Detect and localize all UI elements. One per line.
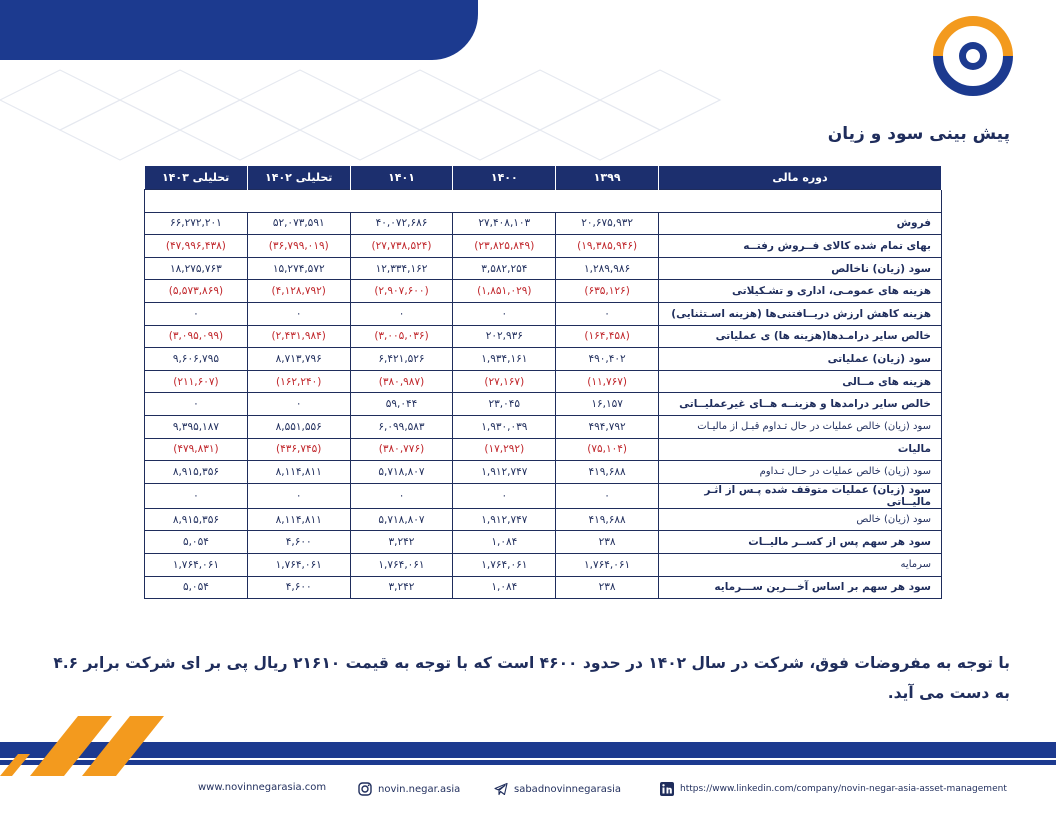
- table-row: [145, 280, 942, 303]
- row-value: ۸,۹۱۵,۳۵۶: [145, 508, 248, 531]
- row-value: ۱,۹۳۴,۱۶۱: [453, 348, 556, 371]
- row-label: سود هر سهم پس از کســر مالیــات: [659, 531, 942, 554]
- row-value: ۱,۷۶۴,۰۶۱: [453, 553, 556, 576]
- website-link[interactable]: www.novinnegarasia.com: [198, 782, 327, 793]
- row-label: سرمایه: [659, 553, 942, 576]
- row-value: ۵,۰۵۴: [145, 531, 248, 554]
- row-value: ۴۹۴,۷۹۲: [556, 415, 659, 438]
- page-title: پیش بینی سود و زیان: [827, 124, 1010, 144]
- table-row: [145, 415, 942, 438]
- row-value: ۰: [145, 302, 248, 325]
- row-label: سود (زیان) ناخالص: [659, 257, 942, 280]
- table-row: [145, 508, 942, 531]
- row-value: (۳۸۰,۷۷۶): [350, 438, 453, 461]
- row-value: ۰: [247, 483, 350, 508]
- table-row: [145, 370, 942, 393]
- row-value: (۶۳۵,۱۲۶): [556, 280, 659, 303]
- row-value: ۸,۵۵۱,۵۵۶: [247, 415, 350, 438]
- row-value: (۴۳۶,۷۴۵): [247, 438, 350, 461]
- company-logo: [928, 16, 1018, 96]
- footer-linkedin[interactable]: [660, 782, 1007, 796]
- row-value: ۱,۹۳۰,۰۳۹: [453, 415, 556, 438]
- row-value: ۶,۴۲۱,۵۲۶: [350, 348, 453, 371]
- row-value: ۶,۰۹۹,۵۸۳: [350, 415, 453, 438]
- table-row: [145, 461, 942, 484]
- table-row: [145, 483, 942, 508]
- row-value: (۳,۰۰۵,۰۳۶): [350, 325, 453, 348]
- row-value: (۵,۵۷۳,۸۶۹): [145, 280, 248, 303]
- header-1400: ۱۴۰۰: [453, 166, 556, 190]
- row-value: ۰: [145, 483, 248, 508]
- row-value: ۰: [247, 302, 350, 325]
- table-row: [145, 348, 942, 371]
- top-banner: [0, 0, 478, 60]
- row-value: ۴۱۹,۶۸۸: [556, 508, 659, 531]
- row-value: ۳,۲۴۲: [350, 576, 453, 599]
- row-value: ۰: [453, 483, 556, 508]
- row-value: ۸,۱۱۴,۸۱۱: [247, 508, 350, 531]
- row-value: ۲۰,۶۷۵,۹۳۲: [556, 212, 659, 235]
- row-value: ۳,۵۸۲,۲۵۴: [453, 257, 556, 280]
- row-value: ۱,۷۶۴,۰۶۱: [145, 553, 248, 576]
- row-value: (۲,۴۳۱,۹۸۴): [247, 325, 350, 348]
- row-label: سود (زیان) عملیات متوقف شده پـس از اثـر مالیــاتی: [659, 483, 942, 508]
- row-value: ۱۸,۲۷۵,۷۶۳: [145, 257, 248, 280]
- footer-instagram[interactable]: [358, 782, 460, 796]
- row-label: هزینه های عمومـی، اداری و تشـکیلاتی: [659, 280, 942, 303]
- row-value: ۴,۶۰۰: [247, 531, 350, 554]
- row-value: (۲,۹۰۷,۶۰۰): [350, 280, 453, 303]
- row-value: ۵۹,۰۴۴: [350, 393, 453, 416]
- row-value: ۲۰۲,۹۳۶: [453, 325, 556, 348]
- row-value: (۴۷,۹۹۶,۴۳۸): [145, 235, 248, 258]
- row-label: خالص سایر درامـدها(هزینه ها) ی عملیاتی: [659, 325, 942, 348]
- table-row: [145, 576, 942, 599]
- row-value: ۸,۷۱۳,۷۹۶: [247, 348, 350, 371]
- row-label: هزینه های مــالی: [659, 370, 942, 393]
- table-row: [145, 438, 942, 461]
- row-value: ۰: [350, 302, 453, 325]
- row-value: ۰: [556, 302, 659, 325]
- row-value: ۸,۹۱۵,۳۵۶: [145, 461, 248, 484]
- row-value: ۱۵,۲۷۴,۵۷۲: [247, 257, 350, 280]
- row-value: ۴,۶۰۰: [247, 576, 350, 599]
- row-value: ۲۳۸: [556, 576, 659, 599]
- row-value: ۱,۹۱۲,۷۴۷: [453, 508, 556, 531]
- instagram-icon: [358, 782, 372, 796]
- row-value: ۰: [350, 483, 453, 508]
- row-value: (۱۷,۲۹۲): [453, 438, 556, 461]
- footer: [0, 776, 1056, 806]
- footer-telegram[interactable]: [494, 782, 621, 796]
- row-value: (۲۷,۷۳۸,۵۲۴): [350, 235, 453, 258]
- row-value: (۲۱۱,۶۰۷): [145, 370, 248, 393]
- row-value: ۰: [145, 393, 248, 416]
- row-value: ۰: [556, 483, 659, 508]
- telegram-link[interactable]: sabadnovinnegarasia: [514, 783, 621, 795]
- row-value: ۹,۶۰۶,۷۹۵: [145, 348, 248, 371]
- row-label: سود (زیان) خالص عملیات در حـال تـداوم: [659, 461, 942, 484]
- header-1402: تحلیلی ۱۴۰۲: [247, 166, 350, 190]
- row-value: ۶۶,۲۷۲,۲۰۱: [145, 212, 248, 235]
- row-value: (۳۶,۷۹۹,۰۱۹): [247, 235, 350, 258]
- row-value: ۳,۲۴۲: [350, 531, 453, 554]
- row-label: سود (زیان) خالص: [659, 508, 942, 531]
- row-value: (۱,۸۵۱,۰۲۹): [453, 280, 556, 303]
- row-value: ۲۷,۴۰۸,۱۰۳: [453, 212, 556, 235]
- row-value: (۳,۰۹۵,۰۹۹): [145, 325, 248, 348]
- row-label: خالص سایر درامدها و هزینــه هــای غیرعملیــاتی: [659, 393, 942, 416]
- row-value: ۱,۷۶۴,۰۶۱: [556, 553, 659, 576]
- row-value: ۱,۰۸۴: [453, 531, 556, 554]
- row-label: سود (زیان) خالص عملیات در حال تـداوم قبـل از مالیـات: [659, 415, 942, 438]
- row-value: ۱۶,۱۵۷: [556, 393, 659, 416]
- row-value: ۱,۷۶۴,۰۶۱: [247, 553, 350, 576]
- row-value: ۴۱۹,۶۸۸: [556, 461, 659, 484]
- row-value: (۱۶۴,۴۵۸): [556, 325, 659, 348]
- table-row: [145, 212, 942, 235]
- footer-stripes: [0, 716, 1056, 776]
- profit-loss-table: [144, 166, 942, 599]
- row-label: سود (زیان) عملیاتی: [659, 348, 942, 371]
- row-value: ۴۰,۰۷۲,۶۸۶: [350, 212, 453, 235]
- row-value: ۲۳۸: [556, 531, 659, 554]
- row-value: (۱۱,۷۶۷): [556, 370, 659, 393]
- row-value: ۵,۷۱۸,۸۰۷: [350, 508, 453, 531]
- row-value: (۴۷۹,۸۳۱): [145, 438, 248, 461]
- header-1399: ۱۳۹۹: [556, 166, 659, 190]
- row-label: مالیات: [659, 438, 942, 461]
- linkedin-icon: [660, 782, 674, 796]
- row-value: ۱,۲۸۹,۹۸۶: [556, 257, 659, 280]
- table-row: [145, 235, 942, 258]
- conclusion-text: با توجه به مفروضات فوق، شرکت در سال ۱۴۰۲ در حدود ۴۶۰۰ است که با توجه به قیمت ۲۱۶۱۰ ریال پی بر ای شرکت برابر ۴.۶ به دست می آید.: [53, 654, 1010, 702]
- row-value: ۵,۷۱۸,۸۰۷: [350, 461, 453, 484]
- row-value: ۰: [247, 393, 350, 416]
- row-label: هزینه کاهش ارزش دریــافتنی‌ها (هزینه اسـتثنایی): [659, 302, 942, 325]
- row-value: ۱,۹۱۲,۷۴۷: [453, 461, 556, 484]
- table-row: [145, 257, 942, 280]
- row-value: (۲۳,۸۲۵,۸۴۹): [453, 235, 556, 258]
- telegram-icon: [494, 782, 508, 796]
- row-value: ۵,۰۵۴: [145, 576, 248, 599]
- row-value: (۱۶۲,۲۴۰): [247, 370, 350, 393]
- header-1403: تحلیلی ۱۴۰۳: [145, 166, 248, 190]
- row-label: بهای تمام شده کالای فــروش رفتــه: [659, 235, 942, 258]
- row-value: ۱,۷۶۴,۰۶۱: [350, 553, 453, 576]
- row-value: (۲۷,۱۶۷): [453, 370, 556, 393]
- table-row: [145, 531, 942, 554]
- row-value: ۰: [453, 302, 556, 325]
- footer-website[interactable]: [198, 782, 326, 793]
- table-row: [145, 553, 942, 576]
- row-value: ۸,۱۱۴,۸۱۱: [247, 461, 350, 484]
- header-1401: ۱۴۰۱: [350, 166, 453, 190]
- row-value: (۷۵,۱۰۴): [556, 438, 659, 461]
- row-value: ۱۲,۳۳۴,۱۶۲: [350, 257, 453, 280]
- table-row: [145, 302, 942, 325]
- header-period: دوره مالی: [659, 166, 942, 190]
- instagram-link[interactable]: novin.negar.asia: [378, 783, 461, 795]
- row-value: (۴,۱۲۸,۷۹۲): [247, 280, 350, 303]
- row-value: ۹,۳۹۵,۱۸۷: [145, 415, 248, 438]
- row-value: ۵۲,۰۷۳,۵۹۱: [247, 212, 350, 235]
- table-body: [145, 190, 942, 599]
- table-header-row: [145, 166, 942, 190]
- table-row: [145, 325, 942, 348]
- row-value: ۱,۰۸۴: [453, 576, 556, 599]
- row-value: (۱۹,۳۸۵,۹۴۶): [556, 235, 659, 258]
- table-row: [145, 393, 942, 416]
- row-value: ۴۹۰,۴۰۲: [556, 348, 659, 371]
- row-label: فروش: [659, 212, 942, 235]
- linkedin-link[interactable]: https://www.linkedin.com/company/novin-negar-asia-asset-management: [680, 784, 1007, 794]
- row-value: (۳۸۰,۹۸۷): [350, 370, 453, 393]
- row-value: ۲۳,۰۴۵: [453, 393, 556, 416]
- row-label: سود هر سهم بر اساس آخـــرین ســـرمایه: [659, 576, 942, 599]
